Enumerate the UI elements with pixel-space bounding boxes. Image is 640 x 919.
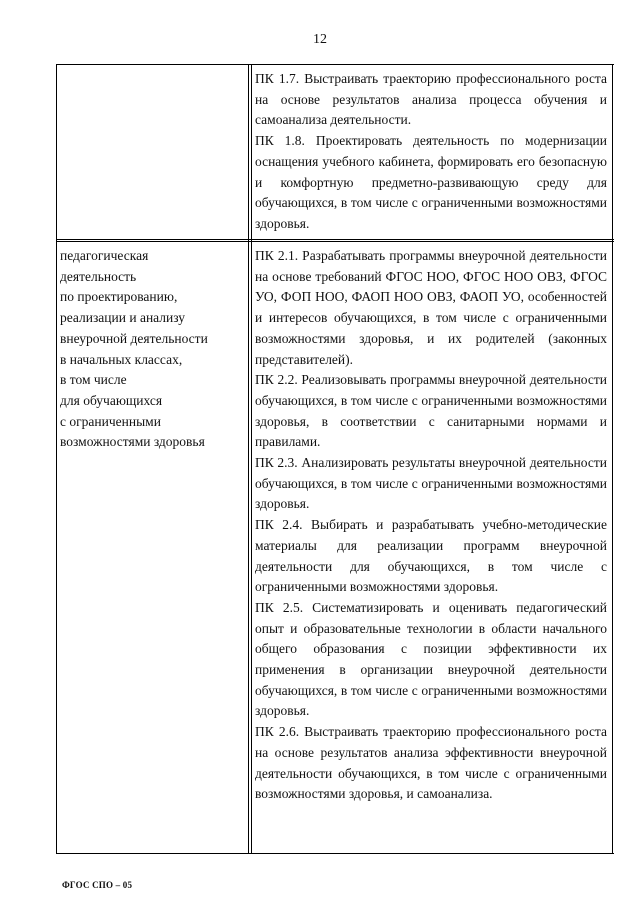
- activity-line: педагогическая: [60, 248, 149, 263]
- activity-line: реализации и анализу: [60, 310, 186, 326]
- table-border-left: [56, 65, 57, 853]
- competency-pk-2-2: ПК 2.2. Реализовывать программы внеурочной деятельности обучающихся, в том числе с ограниченными возможностями здоровья, в соответствии с санитарными нормами и правилами.: [255, 372, 607, 450]
- table-divider-right: [251, 65, 252, 853]
- competency-pk-1-7: ПК 1.7. Выстраивать траекторию профессионального роста на основе результатов анализа процесса обучения и самоанализа деятельности.: [255, 71, 607, 128]
- row2-competencies: [255, 246, 607, 805]
- page-number: 12: [313, 32, 327, 47]
- competency-pk-2-5: ПК 2.5. Систематизировать и оценивать педагогический опыт и образовательные технологии в области начального общего образования с позиции эффективности их применения в организации внеурочной деятельности обучающихся, в том числе с ограниченными возможностями здоровья.: [255, 599, 607, 719]
- activity-line: внеурочной деятельности: [60, 330, 208, 346]
- activity-line: по проектированию,: [60, 289, 178, 305]
- activity-line: деятельность: [60, 268, 137, 284]
- table-border-right: [612, 65, 613, 853]
- row-separator: [56, 239, 614, 242]
- competency-pk-2-4: ПК 2.4. Выбирать и разрабатывать учебно-методические материалы для реализации программ внеурочной деятельности для обучающихся, в том числе с ограниченными возможностями здоровья.: [255, 517, 607, 595]
- table-divider-left: [248, 65, 249, 853]
- competency-pk-2-1: ПК 2.1. Разрабатывать программы внеурочной деятельности на основе требований ФГОС НОО, ФГОС НОО ОВЗ, ФГОС УО, ФОП НОО, ФАОП НОО ОВЗ, ФАОП УО, особенностей и интересов обучающихся, в том числе с ограниченными возможностями здоровья, и их родителей (законных представителей).: [255, 248, 607, 367]
- row2-activity-type: [60, 246, 245, 453]
- activity-line: в начальных классах,: [60, 351, 183, 367]
- activity-line: в том числе: [60, 372, 127, 388]
- competency-pk-2-6: ПК 2.6. Выстраивать траекторию профессионального роста на основе результатов анализа эффективности внеурочной деятельности обучающихся, в том числе с ограниченными возможностями здоровья, и самоанализа.: [255, 724, 607, 802]
- competency-table: [56, 64, 614, 854]
- competency-pk-1-8: ПК 1.8. Проектировать деятельность по модернизации оснащения учебного кабинета, формировать его безопасную и комфортную предметно-развивающую среду для обучающихся, в том числе с ограниченными возможностями здоровья.: [255, 133, 607, 231]
- activity-line: возможностями здоровья: [60, 434, 205, 450]
- competency-pk-2-3: ПК 2.3. Анализировать результаты внеурочной деятельности обучающихся, в том числе с ограниченными возможностями здоровья.: [255, 455, 607, 512]
- footer-code: ФГОС СПО – 05: [62, 880, 133, 890]
- row1-competencies: [255, 69, 607, 235]
- activity-line: с ограниченными: [60, 413, 161, 429]
- activity-line: для обучающихся: [60, 392, 163, 408]
